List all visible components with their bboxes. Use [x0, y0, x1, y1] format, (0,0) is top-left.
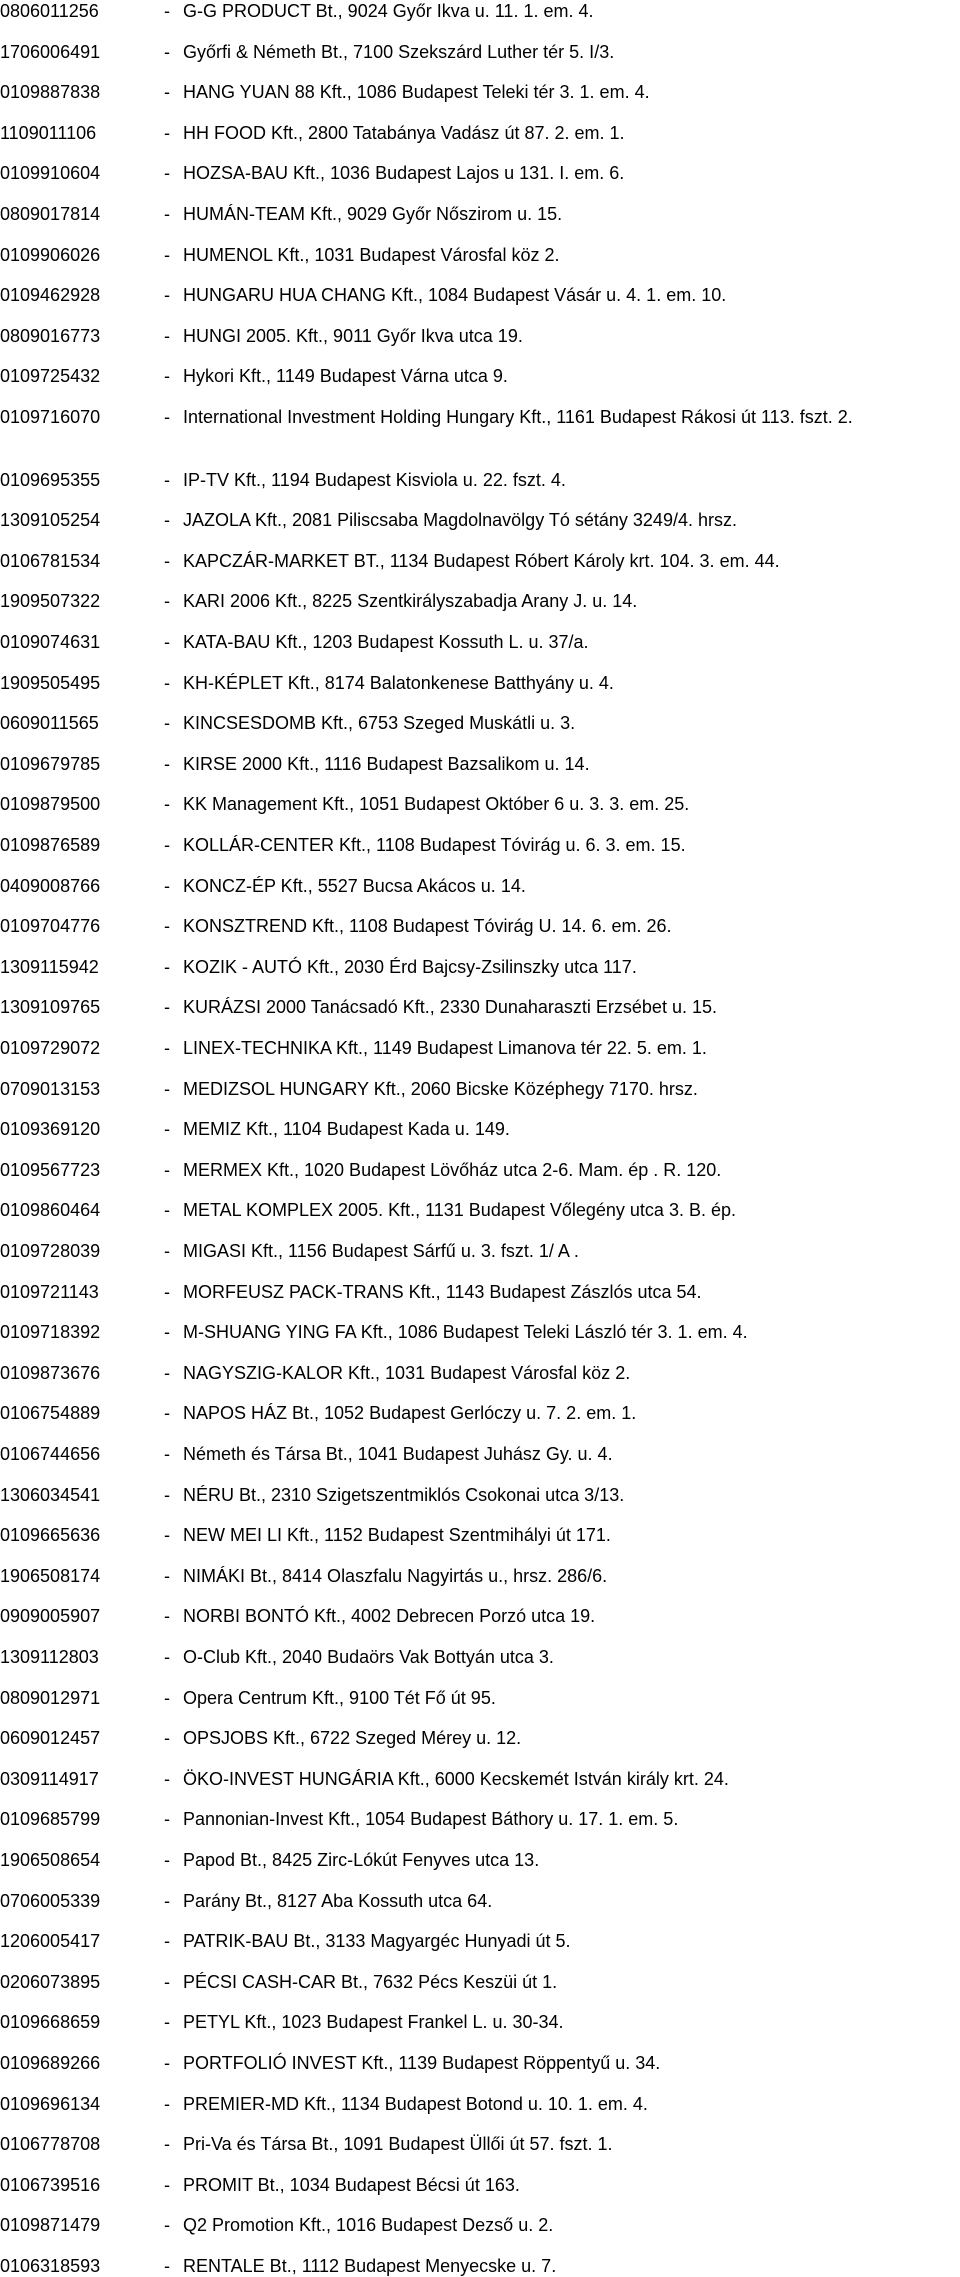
registration-number: 0206073895	[0, 1971, 101, 1992]
company-name-address: IP-TV Kft., 1194 Budapest Kisviola u. 22. fszt. 4.	[183, 469, 566, 490]
separator-dash: -	[164, 1647, 170, 1667]
company-name-address: MEMIZ Kft., 1104 Budapest Kada u. 149.	[183, 1119, 510, 1140]
separator-dash: -	[164, 1119, 170, 1140]
company-name-address: ÖKO-INVEST HUNGÁRIA Kft., 6000 Kecskemét István király krt. 24.	[183, 1768, 729, 1789]
company-name-address: RENTALE Bt., 1112 Budapest Menyecske u. 7.	[183, 2256, 557, 2276]
company-name-address: NIMÁKI Bt., 8414 Olaszfalu Nagyirtás u., hrsz. 286/6.	[183, 1565, 608, 1586]
registration-number: 0706005339	[0, 1890, 101, 1911]
separator-dash: -	[164, 753, 170, 774]
separator-dash: -	[164, 1931, 170, 1952]
registration-number: 0109910604	[0, 163, 101, 184]
separator-dash: -	[164, 1687, 170, 1708]
registration-number: 0809016773	[0, 325, 101, 346]
separator-dash: -	[164, 366, 170, 387]
registration-number: 0409008766	[0, 875, 101, 896]
company-name-address: MORFEUSZ PACK-TRANS Kft., 1143 Budapest Zászlós utca 54.	[183, 1281, 702, 1302]
separator-dash: -	[164, 672, 170, 693]
company-name-address: KURÁZSI 2000 Tanácsadó Kft., 2330 Dunaharaszti Erzsébet u. 15.	[183, 997, 717, 1018]
registration-number: 0106739516	[0, 2174, 101, 2195]
registration-number: 0109665636	[0, 1525, 101, 1546]
separator-dash: -	[164, 2256, 170, 2276]
registration-number: 1309105254	[0, 510, 101, 531]
company-name-address: KAPCZÁR-MARKET BT., 1134 Budapest Róbert Károly krt. 104. 3. em. 44.	[183, 550, 780, 571]
separator-dash: -	[164, 1038, 170, 1058]
company-name-address: NORBI BONTÓ Kft., 4002 Debrecen Porzó utca 19.	[183, 1606, 596, 1627]
company-name-address: M-SHUANG YING FA Kft., 1086 Budapest Teleki László tér 3. 1. em. 4.	[183, 1322, 748, 1343]
company-name-address: KONSZTREND Kft., 1108 Budapest Tóvirág U. 14. 6. em. 26.	[183, 916, 672, 937]
registration-number: 1109011106	[0, 122, 97, 143]
separator-dash: -	[164, 1768, 170, 1789]
company-name-address: Győrfi & Németh Bt., 7100 Szekszárd Luther tér 5. I/3.	[183, 41, 615, 62]
separator-dash: -	[164, 875, 170, 896]
separator-dash: -	[164, 1200, 170, 1221]
separator-dash: -	[164, 794, 170, 815]
registration-number: 1206005417	[0, 1931, 101, 1952]
separator-dash: -	[164, 997, 170, 1018]
company-name-address: O-Club Kft., 2040 Budaörs Vak Bottyán utca 3.	[183, 1647, 554, 1667]
company-name-address: PROMIT Bt., 1034 Budapest Bécsi út 163.	[183, 2174, 520, 2195]
company-name-address: HANG YUAN 88 Kft., 1086 Budapest Teleki tér 3. 1. em. 4.	[183, 82, 650, 103]
registration-number: 0109871479	[0, 2215, 101, 2236]
registration-number: 1309112803	[0, 1647, 99, 1667]
registration-number: 0109679785	[0, 753, 101, 774]
company-name-address: HUMÁN-TEAM Kft., 9029 Győr Nőszirom u. 15.	[183, 204, 563, 224]
registration-number: 0809012971	[0, 1687, 101, 1708]
separator-dash: -	[164, 1525, 170, 1546]
separator-dash: -	[164, 2215, 170, 2236]
separator-dash: -	[164, 325, 170, 346]
separator-dash: -	[164, 244, 170, 265]
company-name-address: International Investment Holding Hungary Kft., 1161 Budapest Rákosi út 113. fszt. 2.	[183, 407, 853, 427]
company-name-address: METAL KOMPLEX 2005. Kft., 1131 Budapest Vőlegény utca 3. B. ép.	[183, 1200, 736, 1221]
company-name-address: PETYL Kft., 1023 Budapest Frankel L. u. 30-34.	[183, 2012, 564, 2033]
separator-dash: -	[164, 1809, 170, 1830]
company-name-address: NAGYSZIG-KALOR Kft., 1031 Budapest Városfal köz 2.	[183, 1362, 631, 1383]
registration-number: 0109729072	[0, 1038, 101, 1058]
registration-number: 0709013153	[0, 1078, 101, 1099]
separator-dash: -	[164, 1890, 170, 1911]
company-name-address: Pannonian-Invest Kft., 1054 Budapest Báthory u. 17. 1. em. 5.	[183, 1809, 679, 1830]
registration-number: 0106778708	[0, 2134, 101, 2155]
registration-number: 0109668659	[0, 2012, 101, 2033]
separator-dash: -	[164, 1281, 170, 1302]
company-name-address: HUMENOL Kft., 1031 Budapest Városfal köz 2.	[183, 244, 560, 265]
separator-dash: -	[164, 469, 170, 490]
separator-dash: -	[164, 1, 170, 21]
separator-dash: -	[164, 2093, 170, 2114]
registration-number: 1309115942	[0, 956, 99, 977]
separator-dash: -	[164, 1159, 170, 1180]
registration-number: 0109685799	[0, 1809, 101, 1830]
registration-number: 1906508654	[0, 1850, 101, 1870]
registration-number: 0109906026	[0, 244, 101, 265]
company-name-address: Hykori Kft., 1149 Budapest Várna utca 9.	[183, 366, 508, 387]
registration-number: 0809017814	[0, 204, 101, 224]
separator-dash: -	[164, 2174, 170, 2195]
separator-dash: -	[164, 285, 170, 306]
separator-dash: -	[164, 1850, 170, 1870]
separator-dash: -	[164, 1971, 170, 1992]
registration-number: 0109887838	[0, 82, 101, 103]
registration-number: 0309114917	[0, 1768, 99, 1789]
registration-number: 0106781534	[0, 550, 101, 571]
company-name-address: KK Management Kft., 1051 Budapest Október 6 u. 3. 3. em. 25.	[183, 794, 690, 815]
registration-number: 0109074631	[0, 632, 101, 652]
separator-dash: -	[164, 1322, 170, 1343]
company-name-address: NAPOS HÁZ Bt., 1052 Budapest Gerlóczy u. 7. 2. em. 1.	[183, 1403, 637, 1424]
company-name-address: HOZSA-BAU Kft., 1036 Budapest Lajos u 131. I. em. 6.	[183, 163, 625, 184]
separator-dash: -	[164, 591, 170, 612]
company-name-address: HUNGI 2005. Kft., 9011 Győr Ikva utca 19.	[183, 325, 523, 346]
company-name-address: KARI 2006 Kft., 8225 Szentkirályszabadja Arany J. u. 14.	[183, 591, 638, 612]
registration-number: 0109721143	[0, 1281, 99, 1302]
separator-dash: -	[164, 956, 170, 977]
company-name-address: KOLLÁR-CENTER Kft., 1108 Budapest Tóvirág u. 6. 3. em. 15.	[183, 835, 686, 855]
registration-number: 0109696134	[0, 2093, 101, 2114]
company-name-address: Opera Centrum Kft., 9100 Tét Fő út 95.	[183, 1687, 496, 1708]
separator-dash: -	[164, 916, 170, 937]
registration-number: 0609011565	[0, 713, 99, 734]
company-name-address: HUNGARU HUA CHANG Kft., 1084 Budapest Vásár u. 4. 1. em. 10.	[183, 285, 727, 306]
separator-dash: -	[164, 407, 170, 427]
registration-number: 1906508174	[0, 1565, 101, 1586]
company-name-address: MEDIZSOL HUNGARY Kft., 2060 Bicske Középhegy 7170. hrsz.	[183, 1078, 698, 1099]
company-name-address: HH FOOD Kft., 2800 Tatabánya Vadász út 87. 2. em. 1.	[183, 122, 625, 143]
registration-number: 0106318593	[0, 2256, 101, 2276]
registration-number: 0109567723	[0, 1159, 101, 1180]
company-name-address: KOZIK - AUTÓ Kft., 2030 Érd Bajcsy-Zsilinszky utca 117.	[183, 956, 637, 977]
separator-dash: -	[164, 713, 170, 734]
company-name-address: PÉCSI CASH-CAR Bt., 7632 Pécs Keszüi út 1.	[183, 1971, 558, 1992]
company-name-address: OPSJOBS Kft., 6722 Szeged Mérey u. 12.	[183, 1728, 522, 1749]
registration-number: 1306034541	[0, 1484, 101, 1505]
registration-number: 0109873676	[0, 1362, 101, 1383]
company-name-address: Papod Bt., 8425 Zirc-Lókút Fenyves utca 13.	[183, 1850, 540, 1870]
registration-number: 0109718392	[0, 1322, 101, 1343]
separator-dash: -	[164, 1403, 170, 1424]
registration-number: 0609012457	[0, 1728, 101, 1749]
company-name-address: Q2 Promotion Kft., 1016 Budapest Dezső u. 2.	[183, 2215, 554, 2236]
company-name-address: JAZOLA Kft., 2081 Piliscsaba Magdolnavölgy Tó sétány 3249/4. hrsz.	[183, 510, 737, 531]
separator-dash: -	[164, 2053, 170, 2073]
registration-number: 0109879500	[0, 794, 101, 815]
company-name-address: KH-KÉPLET Kft., 8174 Balatonkenese Batthyány u. 4.	[183, 672, 614, 693]
registration-number: 0806011256	[0, 1, 99, 21]
separator-dash: -	[164, 122, 170, 143]
registration-number: 1309109765	[0, 997, 101, 1018]
registration-number: 1909505495	[0, 672, 101, 693]
separator-dash: -	[164, 1728, 170, 1749]
registration-number: 0109689266	[0, 2053, 101, 2073]
registration-number: 0909005907	[0, 1606, 101, 1627]
separator-dash: -	[164, 204, 170, 224]
company-name-address: LINEX-TECHNIKA Kft., 1149 Budapest Limanova tér 22. 5. em. 1.	[183, 1038, 707, 1058]
separator-dash: -	[164, 1606, 170, 1627]
registration-number: 0109462928	[0, 285, 101, 306]
separator-dash: -	[164, 1241, 170, 1261]
separator-dash: -	[164, 1362, 170, 1383]
separator-dash: -	[164, 82, 170, 103]
separator-dash: -	[164, 632, 170, 652]
separator-dash: -	[164, 1565, 170, 1586]
registration-number: 0109704776	[0, 916, 101, 937]
company-name-address: PORTFOLIÓ INVEST Kft., 1139 Budapest Röppentyű u. 34.	[183, 2053, 661, 2073]
separator-dash: -	[164, 1444, 170, 1464]
registration-number: 0109728039	[0, 1241, 101, 1261]
company-name-address: NÉRU Bt., 2310 Szigetszentmiklós Csokonai utca 3/13.	[183, 1484, 625, 1505]
company-name-address: Pri-Va és Társa Bt., 1091 Budapest Üllői út 57. fszt. 1.	[183, 2134, 613, 2155]
company-name-address: PATRIK-BAU Bt., 3133 Magyargéc Hunyadi út 5.	[183, 1931, 571, 1952]
separator-dash: -	[164, 2134, 170, 2155]
company-name-address: Parány Bt., 8127 Aba Kossuth utca 64.	[183, 1890, 493, 1911]
company-name-address: Németh és Társa Bt., 1041 Budapest Juhász Gy. u. 4.	[183, 1444, 613, 1464]
separator-dash: -	[164, 510, 170, 531]
separator-dash: -	[164, 1078, 170, 1099]
company-name-address: PREMIER-MD Kft., 1134 Budapest Botond u. 10. 1. em. 4.	[183, 2093, 648, 2114]
separator-dash: -	[164, 550, 170, 571]
separator-dash: -	[164, 835, 170, 855]
registration-number: 0106754889	[0, 1403, 101, 1424]
registration-number: 0106744656	[0, 1444, 101, 1464]
registration-number: 1909507322	[0, 591, 101, 612]
company-name-address: NEW MEI LI Kft., 1152 Budapest Szentmihályi út 171.	[183, 1525, 611, 1546]
registration-number: 0109695355	[0, 469, 101, 490]
company-name-address: KIRSE 2000 Kft., 1116 Budapest Bazsalikom u. 14.	[183, 753, 590, 774]
separator-dash: -	[164, 2012, 170, 2033]
company-name-address: KATA-BAU Kft., 1203 Budapest Kossuth L. u. 37/a.	[183, 632, 589, 652]
company-name-address: MIGASI Kft., 1156 Budapest Sárfű u. 3. fszt. 1/ A .	[183, 1241, 579, 1261]
registration-number: 1706006491	[0, 41, 101, 62]
company-name-address: G-G PRODUCT Bt., 9024 Győr Ikva u. 11. 1. em. 4.	[183, 1, 594, 21]
registration-number: 0109716070	[0, 407, 101, 427]
registration-number: 0109876589	[0, 835, 101, 855]
registration-number: 0109860464	[0, 1200, 101, 1221]
company-name-address: KINCSESDOMB Kft., 6753 Szeged Muskátli u. 3.	[183, 713, 576, 734]
separator-dash: -	[164, 41, 170, 62]
registration-number: 0109725432	[0, 366, 101, 387]
company-name-address: MERMEX Kft., 1020 Budapest Lövőház utca 2-6. Mam. ép . R. 120.	[183, 1159, 722, 1180]
company-name-address: KONCZ-ÉP Kft., 5527 Bucsa Akácos u. 14.	[183, 875, 526, 896]
registration-number: 0109369120	[0, 1119, 101, 1140]
separator-dash: -	[164, 163, 170, 184]
separator-dash: -	[164, 1484, 170, 1505]
